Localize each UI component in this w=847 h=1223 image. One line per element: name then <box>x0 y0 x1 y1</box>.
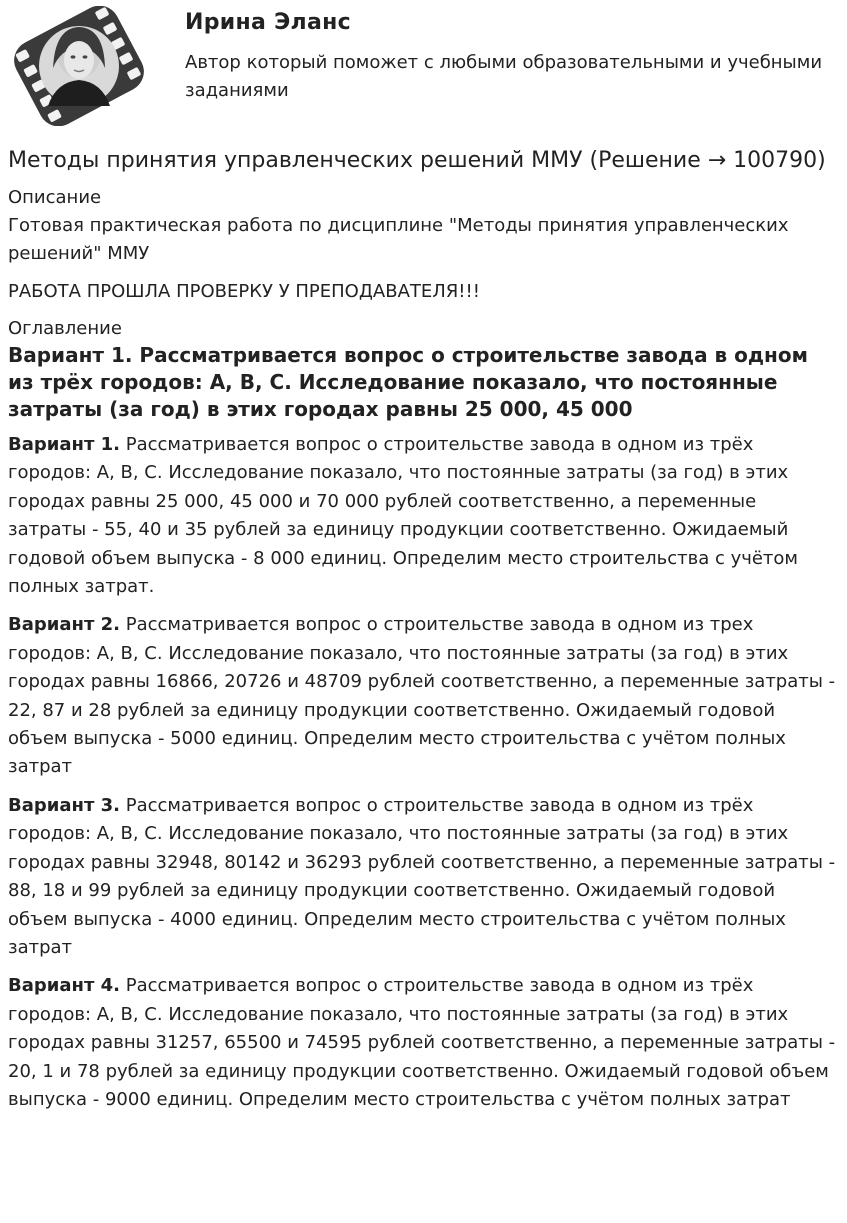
variant-paragraph-3 <box>8 792 840 962</box>
variant-label: Вариант 3. <box>8 794 121 816</box>
toc-label: Оглавление <box>8 318 122 339</box>
author-description: Автор который поможет с любыми образовательными и учебными заданиями <box>185 52 823 101</box>
description-label: Описание <box>8 187 102 208</box>
toc-heading: Вариант 1. Рассматривается вопрос о строительстве завода в одном из трёх городов: А, В, С. Исследование показало, что постоянные затраты (за год) в этих городах равны 25 000, 45 000 <box>8 343 808 421</box>
variant-label: Вариант 1. <box>8 434 121 455</box>
page-title: Методы принятия управленческих решений ММУ (Решение → 100790) <box>8 148 826 173</box>
review-note: РАБОТА ПРОШЛА ПРОВЕРКУ У ПРЕПОДАВАТЕЛЯ!!! <box>8 281 480 302</box>
variant-label: Вариант 4. <box>8 975 121 997</box>
variant-paragraph-4 <box>8 972 840 1114</box>
variant-paragraph-1 <box>8 431 840 601</box>
author-avatar[interactable] <box>8 6 150 126</box>
author-block <box>0 0 847 130</box>
variant-label: Вариант 2. <box>8 614 121 636</box>
variant-text: Рассматривается вопрос о строительстве завода в одном из трёх городов: А, В, С. Исследование показало, что постоянные затраты (за год) в этих городах равны 32948, 80142 и 36293 рублей соответственно, а переменные затраты - 88, 18 и 99 рублей за единицу продукции соответственно. Ожидаемый годовой объем выпуска - 4000 единиц. Определим место строительства с учётом полных затрат <box>8 794 836 958</box>
avatar-film-frame-icon <box>8 6 150 126</box>
author-name[interactable]: Ирина Эланс <box>185 10 351 35</box>
variant-text: Рассматривается вопрос о строительстве завода в одном из трех городов: А, В, С. Исследование показало, что постоянные затраты (за год) в этих городах равны 16866, 20726 и 48709 рублей соответственно, а переменные затраты - 22, 87 и 28 рублей за единицу продукции соответственно. Ожидаемый годовой объем выпуска - 5000 единиц. Определим место строительства с учётом полных затрат <box>8 614 836 778</box>
variant-text: Рассматривается вопрос о строительстве завода в одном из трёх городов: А, В, С. Исследование показало, что постоянные затраты (за год) в этих городах равны 25 000, 45 000 и 70 000 рублей соответственно, а переменные затраты - 55, 40 и 35 рублей за единицу продукции соответственно. Ожидаемый годовой объем выпуска - 8 000 единиц. Определим место строительства с учётом полных затрат. <box>8 434 799 598</box>
main-content <box>8 146 840 1114</box>
variant-text: Рассматривается вопрос о строительстве завода в одном из трёх городов: А, В, С. Исследование показало, что постоянные затраты (за год) в этих городах равны 31257, 65500 и 74595 рублей соответственно, а переменные затраты - 20, 1 и 78 рублей за единицу продукции соответственно. Ожидаемый годовой объем выпуска - 9000 единиц. Определим место строительства с учётом полных затрат <box>8 975 836 1110</box>
variant-paragraph-2 <box>8 611 840 781</box>
description-text: Готовая практическая работа по дисциплине "Методы принятия управленческих решений" ММУ <box>8 215 789 264</box>
